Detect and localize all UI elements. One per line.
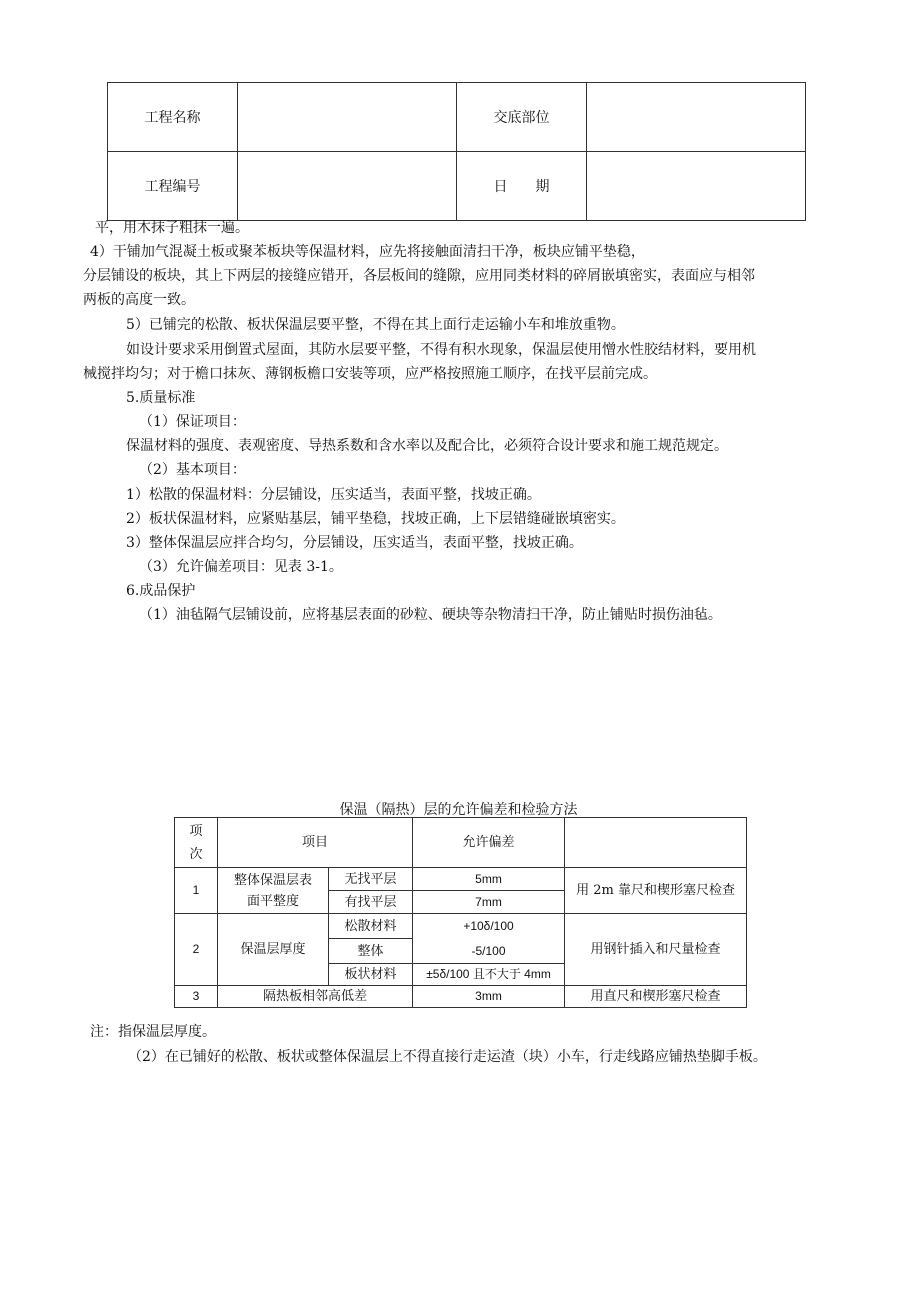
project-name-value [238,83,457,152]
disclosure-part-label: 交底部位 [457,83,587,152]
item-header: 项目 [218,818,413,868]
paragraph-line: （2）在已铺好的松散、板状或整体保温层上不得直接行走运渣（块）小车，行走线路应铺热垫脚手板。 [128,1049,767,1065]
row-sub-item: 有找平层 [329,891,413,914]
tolerance-line: +10δ/100 [463,918,514,933]
section-heading: 5.质量标准 [126,390,196,406]
row-tolerance: 3mm [413,986,565,1008]
row-item-line: 整体保温层表 [233,872,312,888]
row-item: 保温层厚度 [218,914,329,986]
row-tolerance: 5mm [413,868,565,891]
row-item [218,868,329,914]
row-sub-item: 板状材料 [329,964,413,986]
paragraph-line: 如设计要求采用倒置式屋面，其防水层要平整，不得有积水现象，保温层使用憎水性胶结材料，要用机 [126,342,756,358]
subsection-heading: （1）保证项目： [139,414,246,430]
row-item-line: 面平整度 [246,893,299,909]
row-tolerance: 7mm [413,891,565,914]
row-method: 用直尺和楔形塞尺检查 [565,986,747,1008]
row-item: 隔热板相邻高低差 [218,986,413,1008]
tolerance-line: -5/100 [471,943,506,958]
seq-header-line: 次 [189,846,203,862]
seq-header [175,818,218,868]
paragraph-line: 分层铺设的板块，其上下两层的接缝应错开，各层板间的缝隙，应用同类材料的碎屑嵌填密实，表面应与相邻 [83,268,755,284]
row-tolerance: ±5δ/100 且不大于 4mm [413,964,565,986]
paragraph-line: 5）已铺完的松散、板状保温层要平整，不得在其上面行走运输小车和堆放重物。 [126,317,625,333]
row-seq: 1 [175,868,218,914]
table-caption: 保温（隔热）层的允许偏差和检验方法 [339,802,578,818]
date-label: 日 期 [457,152,587,221]
project-number-label: 工程编号 [108,152,238,221]
tolerance-table [174,817,747,1008]
tolerance-header: 允许偏差 [413,818,565,868]
row-sub-item: 无找平层 [329,868,413,891]
header-table [107,82,806,221]
row-seq: 2 [175,914,218,986]
row-sub-item: 整体 [329,939,413,964]
subsection-heading: （3）允许偏差项目：见表 3-1。 [139,559,343,575]
row-method: 用钢针插入和尺量检查 [565,914,747,986]
date-value [587,152,806,221]
row-sub-item: 松散材料 [329,914,413,939]
paragraph-line: 4）干铺加气混凝土板或聚苯板块等保温材料，应先将接触面清扫干净，板块应铺平垫稳， [90,244,645,260]
paragraph-line: 2）板状保温材料，应紧贴基层，铺平垫稳，找坡正确，上下层错缝碰嵌填密实。 [126,511,625,527]
row-seq: 3 [175,986,218,1008]
seq-header-line: 项 [189,823,203,839]
paragraph-line: 1）松散的保温材料：分层铺设，压实适当，表面平整，找坡正确。 [126,487,541,503]
paragraph-line: （1）油毡隔气层铺设前，应将基层表面的砂粒、硬块等杂物清扫干净，防止铺贴时损伤油毡。 [139,607,722,623]
project-number-value [238,152,457,221]
paragraph-line: 3）整体保温层应拌合均匀，分层铺设，压实适当，表面平整，找坡正确。 [126,535,583,551]
table-note: 注：指保温层厚度。 [90,1024,216,1040]
project-name-label: 工程名称 [108,83,238,152]
subsection-heading: （2）基本项目： [139,462,246,478]
paragraph-line: 两板的高度一致。 [83,292,195,308]
section-heading: 6.成品保护 [126,583,196,599]
paragraph-line: 保温材料的强度、表观密度、导热系数和含水率以及配合比，必须符合设计要求和施工规范规定。 [126,438,728,454]
method-header [565,818,747,868]
row-tolerance [413,914,565,964]
paragraph-line: 械搅拌均匀；对于檐口抹灰、薄钢板檐口安装等项，应严格按照施工顺序，在找平层前完成。 [83,366,657,382]
row-method: 用 2m 靠尺和楔形塞尺检查 [565,868,747,914]
disclosure-part-value [587,83,806,152]
paragraph-line: 平，用木抹子粗抹一遍。 [95,220,249,236]
